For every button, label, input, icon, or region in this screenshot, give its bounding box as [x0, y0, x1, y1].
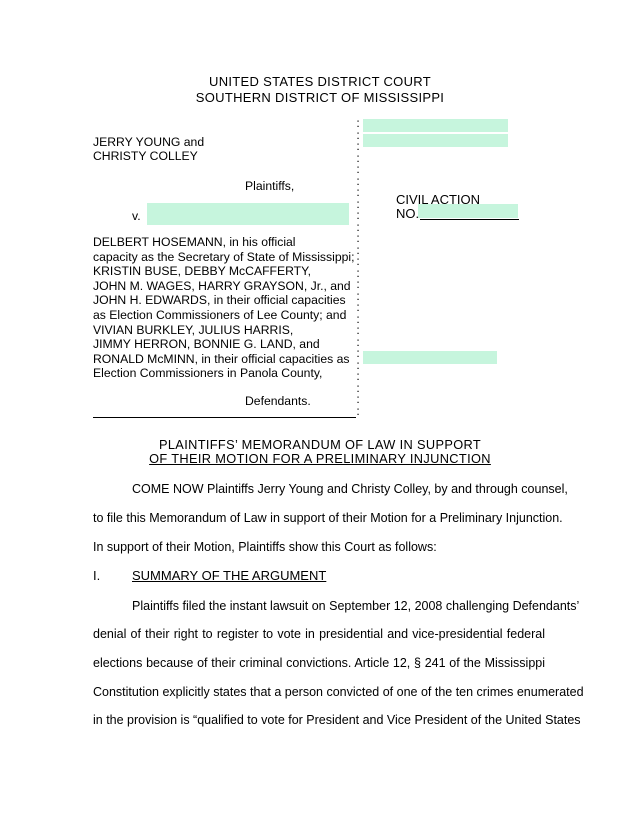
plaintiffs-label: Plaintiffs, [245, 179, 295, 193]
civil-action-label: CIVIL ACTION [396, 192, 481, 207]
separator-colon: : [356, 208, 360, 222]
defendant-line: JOHN M. WAGES, HARRY GRAYSON, Jr., and [93, 278, 351, 293]
defendant-line: JOHN H. EDWARDS, in their official capacities [93, 293, 346, 308]
separator-colon: : [356, 173, 360, 188]
defendant-line: capacity as the Secretary of State of Mississippi; [93, 249, 355, 264]
defendant-line: JIMMY HERRON, BONNIE G. LAND, and [93, 337, 320, 352]
defendant-line: RONALD McMINN, in their official capacities as [93, 351, 350, 366]
separator-colon: : [356, 369, 360, 383]
separator-colon: : [356, 162, 360, 176]
defendant-line: KRISTIN BUSE, DEBBY McCAFFERTY, [93, 264, 312, 279]
highlight-box [363, 119, 508, 132]
separator-colon: : [356, 277, 360, 291]
versus-label: v. [132, 209, 141, 223]
intro-line1: COME NOW Plaintiffs Jerry Young and Christy Colley, by and through counsel, [132, 482, 568, 496]
defendant-line: as Election Commissioners of Lee County; and [93, 307, 347, 322]
highlight-box [147, 203, 349, 225]
memo-title-line2: OF THEIR MOTION FOR A PRELIMINARY INJUNCTION [149, 451, 491, 466]
separator-colon: : [356, 127, 360, 142]
court-name-line1: UNITED STATES DISTRICT COURT [209, 74, 431, 89]
plaintiff-name-line1: JERRY YOUNG and [93, 135, 205, 149]
separator-colon: : [356, 196, 360, 211]
summary-line: Constitution explicitly states that a person convicted of one of the ten crimes enumerated [93, 685, 584, 699]
defendant-line: Election Commissioners in Panola County, [93, 366, 323, 381]
separator-colon: : [356, 311, 360, 326]
separator-colon: : [356, 242, 360, 257]
summary-line: in the provision is “qualified to vote for President and Vice President of the United States [93, 713, 581, 727]
caption-bottom-rule [93, 417, 356, 418]
separator-colon: : [356, 288, 360, 303]
intro-line2: to file this Memorandum of Law in support of their Motion for a Preliminary Injunction. [93, 511, 563, 525]
separator-colon: : [356, 323, 360, 337]
separator-colon: : [356, 380, 360, 395]
section-number: I. [93, 568, 101, 583]
intro-line3: In support of their Motion, Plaintiffs show this Court as follows: [93, 540, 437, 554]
court-name-line2: SOUTHERN DISTRICT OF MISSISSIPPI [195, 90, 445, 105]
separator-colon: : [356, 139, 360, 153]
separator-colon: : [356, 346, 360, 360]
summary-line: denial of their right to register to vote in presidential and vice-presidential federal [93, 627, 545, 641]
separator-colon: : [356, 300, 360, 314]
separator-colon: : [356, 357, 360, 372]
section-heading: SUMMARY OF THE ARGUMENT [132, 568, 327, 583]
separator-colon: : [356, 334, 360, 349]
summary-line: elections because of their criminal convictions. Article 12, § 241 of the Mississippi [93, 656, 545, 670]
defendant-line: VIVIAN BURKLEY, JULIUS HARRIS, [93, 322, 294, 337]
separator-colon: : [356, 265, 360, 280]
separator-colon: : [356, 116, 360, 130]
plaintiff-name-line2: CHRISTY COLLEY [93, 149, 198, 163]
memo-title-line1: PLAINTIFFS’ MEMORANDUM OF LAW IN SUPPORT [158, 437, 482, 452]
separator-colon: : [356, 392, 360, 406]
highlight-box [363, 351, 497, 364]
separator-colon: : [356, 150, 360, 165]
caption-colon-separator [354, 118, 362, 417]
defendant-line: DELBERT HOSEMANN, in his official [93, 235, 296, 249]
case-number-blank-line [420, 219, 519, 220]
summary-line: Plaintiffs filed the instant lawsuit on September 12, 2008 challenging Defendants’ [132, 599, 580, 613]
highlight-box [363, 134, 508, 147]
separator-colon: : [356, 185, 360, 199]
separator-colon: : [356, 231, 360, 245]
defendants-block [93, 235, 354, 381]
separator-colon: : [356, 403, 360, 418]
defendants-label: Defendants. [245, 394, 311, 408]
case-number-label: NO. [396, 206, 420, 221]
separator-colon: : [356, 219, 360, 234]
separator-colon: : [356, 254, 360, 268]
